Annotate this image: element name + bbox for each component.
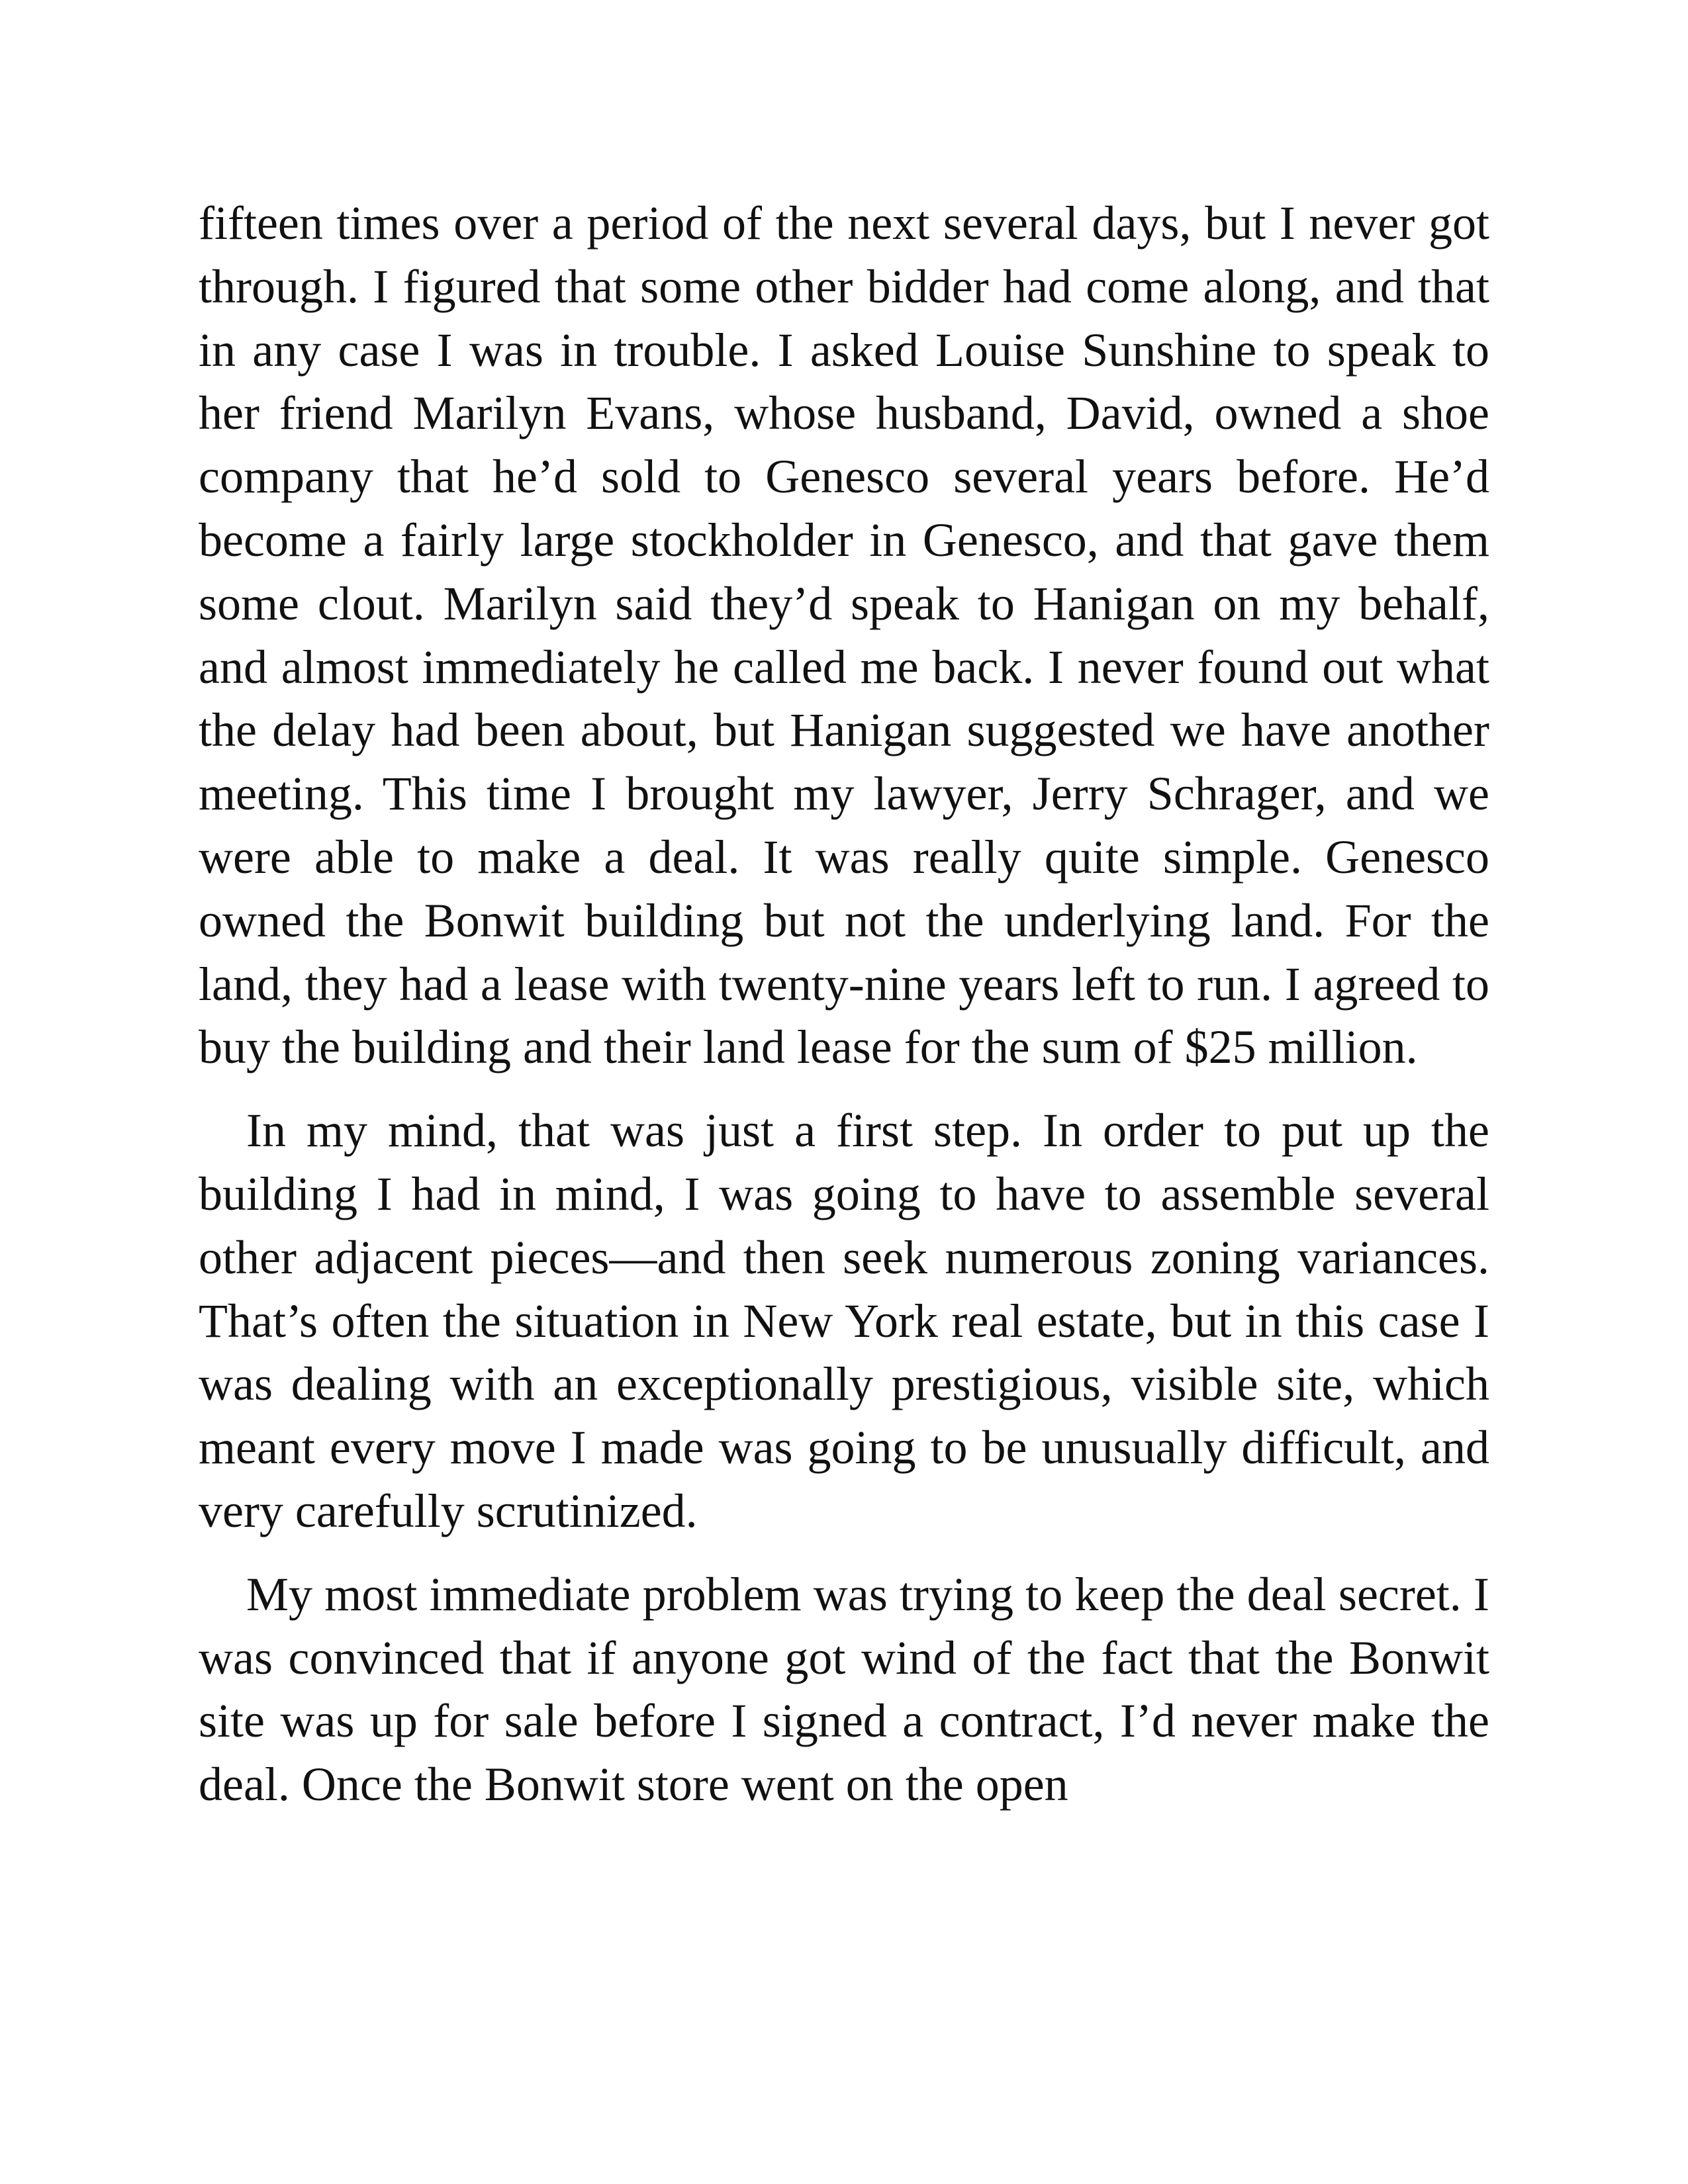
paragraph-3: My most immediate problem was trying to keep the deal secret. I was convinced that if anyone got wind of the fact that the Bonwit site was up for sale before I signed a contract, I’d never make the deal. Once the Bonwit store went on the open [199, 1567, 1489, 1811]
paragraph-1: fifteen times over a period of the next several days, but I never got through. I figured that some other bidder had come along, and that in any case I was in trouble. I asked Louise Sunshine to speak to her friend Marilyn Evans, whose husband, David, owned a shoe company that he’d sold to Genesco several years before. He’d become a fairly large stockholder in Genesco, and that gave them some clout. Marilyn said they’d speak to Hanigan on my behalf, and almost immediately he called me back. I never found out what the delay had been about, but Hanigan suggested we have another meeting. This time I brought my lawyer, Jerry Schrager, and we were able to make a deal. It was really quite simple. Genesco owned the Bonwit building but not the underlying land. For the land, they had a lease with twenty-nine years left to run. I agreed to buy the building and their land lease for the sum of $25 million. [199, 197, 1489, 1074]
paragraph-2: In my mind, that was just a first step. In order to put up the building I had in mind, I was going to have to assemble several other adjacent pieces—and then seek numerous zoning variances. That’s often the situation in New York real estate, but in this case I was dealing with an exceptionally prestigious, visible site, which meant every move I made was going to be unusually difficult, and very carefully scrutinized. [199, 1104, 1489, 1537]
body-text [199, 192, 1489, 1817]
